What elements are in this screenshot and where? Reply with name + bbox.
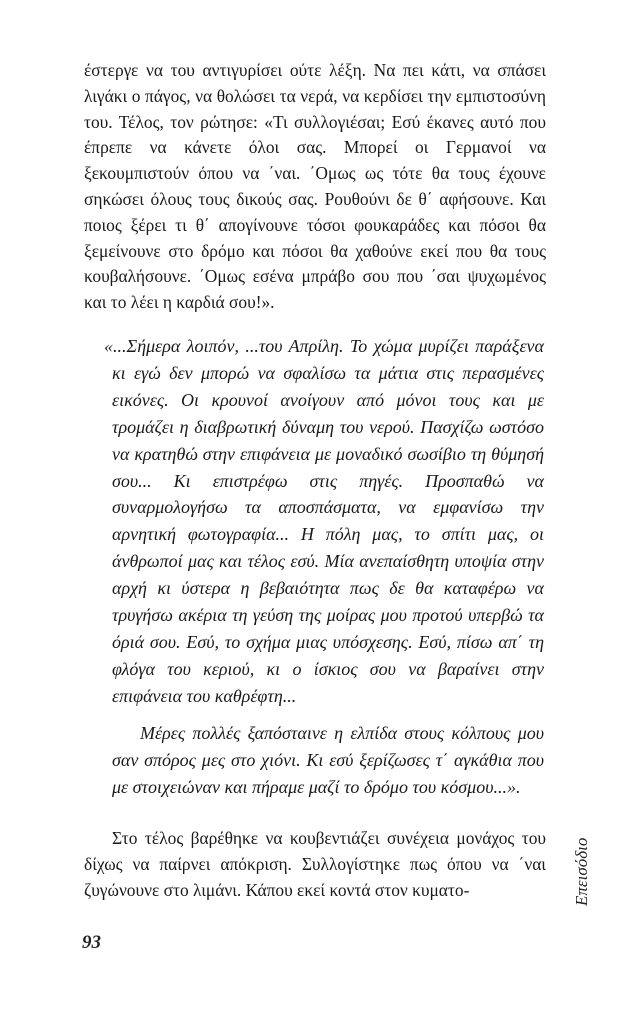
quoted-letter-second-paragraph: Μέρες πολλές ξαπόσταινε η ελπίδα στους κόλπους μου σαν σπόρος μες στο χιόνι. Κι εσύ ξερίζωσες τ΄ αγκάθια που με στοιχειώναν και πήραμε μαζί το δρόμο του κόσμου...». [112,723,544,797]
quoted-letter-first-paragraph: «...Σήμερα λοιπόν, ...του Απρίλη. Το χώμα μυρίζει παράξενα κι εγώ δεν μπορώ να σφαλίσω τα μάτια στις περασμένες εικόνες. Οι κρουνοί ανοίγουν από μόνοι τους και με τρομάζει η διαβρωτική δύναμη του νερού. Πασχίζω ωστόσο να κρατηθώ στην επιφάνεια με μοναδικό σωσίβιο τη θύμησή σου... Κι επιστρέφω στις πηγές. Προσπαθώ να συναρμολογήσω τα αποσπάσματα, να εμφανίσω την αρνητική φωτογραφία... Η πόλη μας, το σπίτι μας, οι άνθρωποί μας και τέλος εσύ. Μία ανεπαίσθητη υποψία στην αρχή κι ύστερα η βεβαιότητα πως δε θα καταφέρω να τρυγήσω ακέρια τη γεύση της μοίρας μου προτού υπερβώ τα όριά σου. Εσύ, το σχήμα μιας υπόσχεσης. Εσύ, πίσω απ΄ τη φλόγα του κεριού, κι ο ίσκιος σου να βαραίνει στην επιφάνεια του καθρέφτη... [104,336,544,706]
running-section-label: Επεισόδιο [572,837,591,906]
paragraph-opening: έστεργε να του αντιγυρίσει ούτε λέξη. Να πει κάτι, να σπάσει λιγάκι ο πάγος, να θολώσει τα νερά, να κερδίσει την εμπιστοσύνη του. Τέλος, τον ρώτησε: «Τι συλλογιέσαι; Εσύ έκανες αυτό που έπρεπε να κάνετε όλοι σας. Μπορεί οι Γερμανοί να ξεκουμπιστούν όπου να ΄ναι. ΄Ομως ως τότε θα τους έχουνε σηκώσει όλους τους δικούς σας. Ρουθούνι δε θ΄ αφήσουνε. Και ποιος ξέρει τι θ΄ απογίνουνε τόσοι φουκαράδες και πόσοι θα ξεμείνουνε στο δρόμο και πόσοι θα χαθούνε εκεί που θα τους κουβαλήσουνε. ΄Ομως εσένα μπράβο σου που ΄σαι ψυχωμένος και το λέει η καρδιά σου!». [84,60,546,313]
paragraph-closing: Στο τέλος βαρέθηκε να κουβεντιάζει συνέχεια μονάχος του δίχως να παίρνει απόκριση. Συλλογίστηκε πως όπου να ΄ναι ζυγώνουνε στο λιμάνι. Κάπου εκεί κοντά στον κυματο- [84,828,546,900]
page-number: 93 [82,932,101,953]
